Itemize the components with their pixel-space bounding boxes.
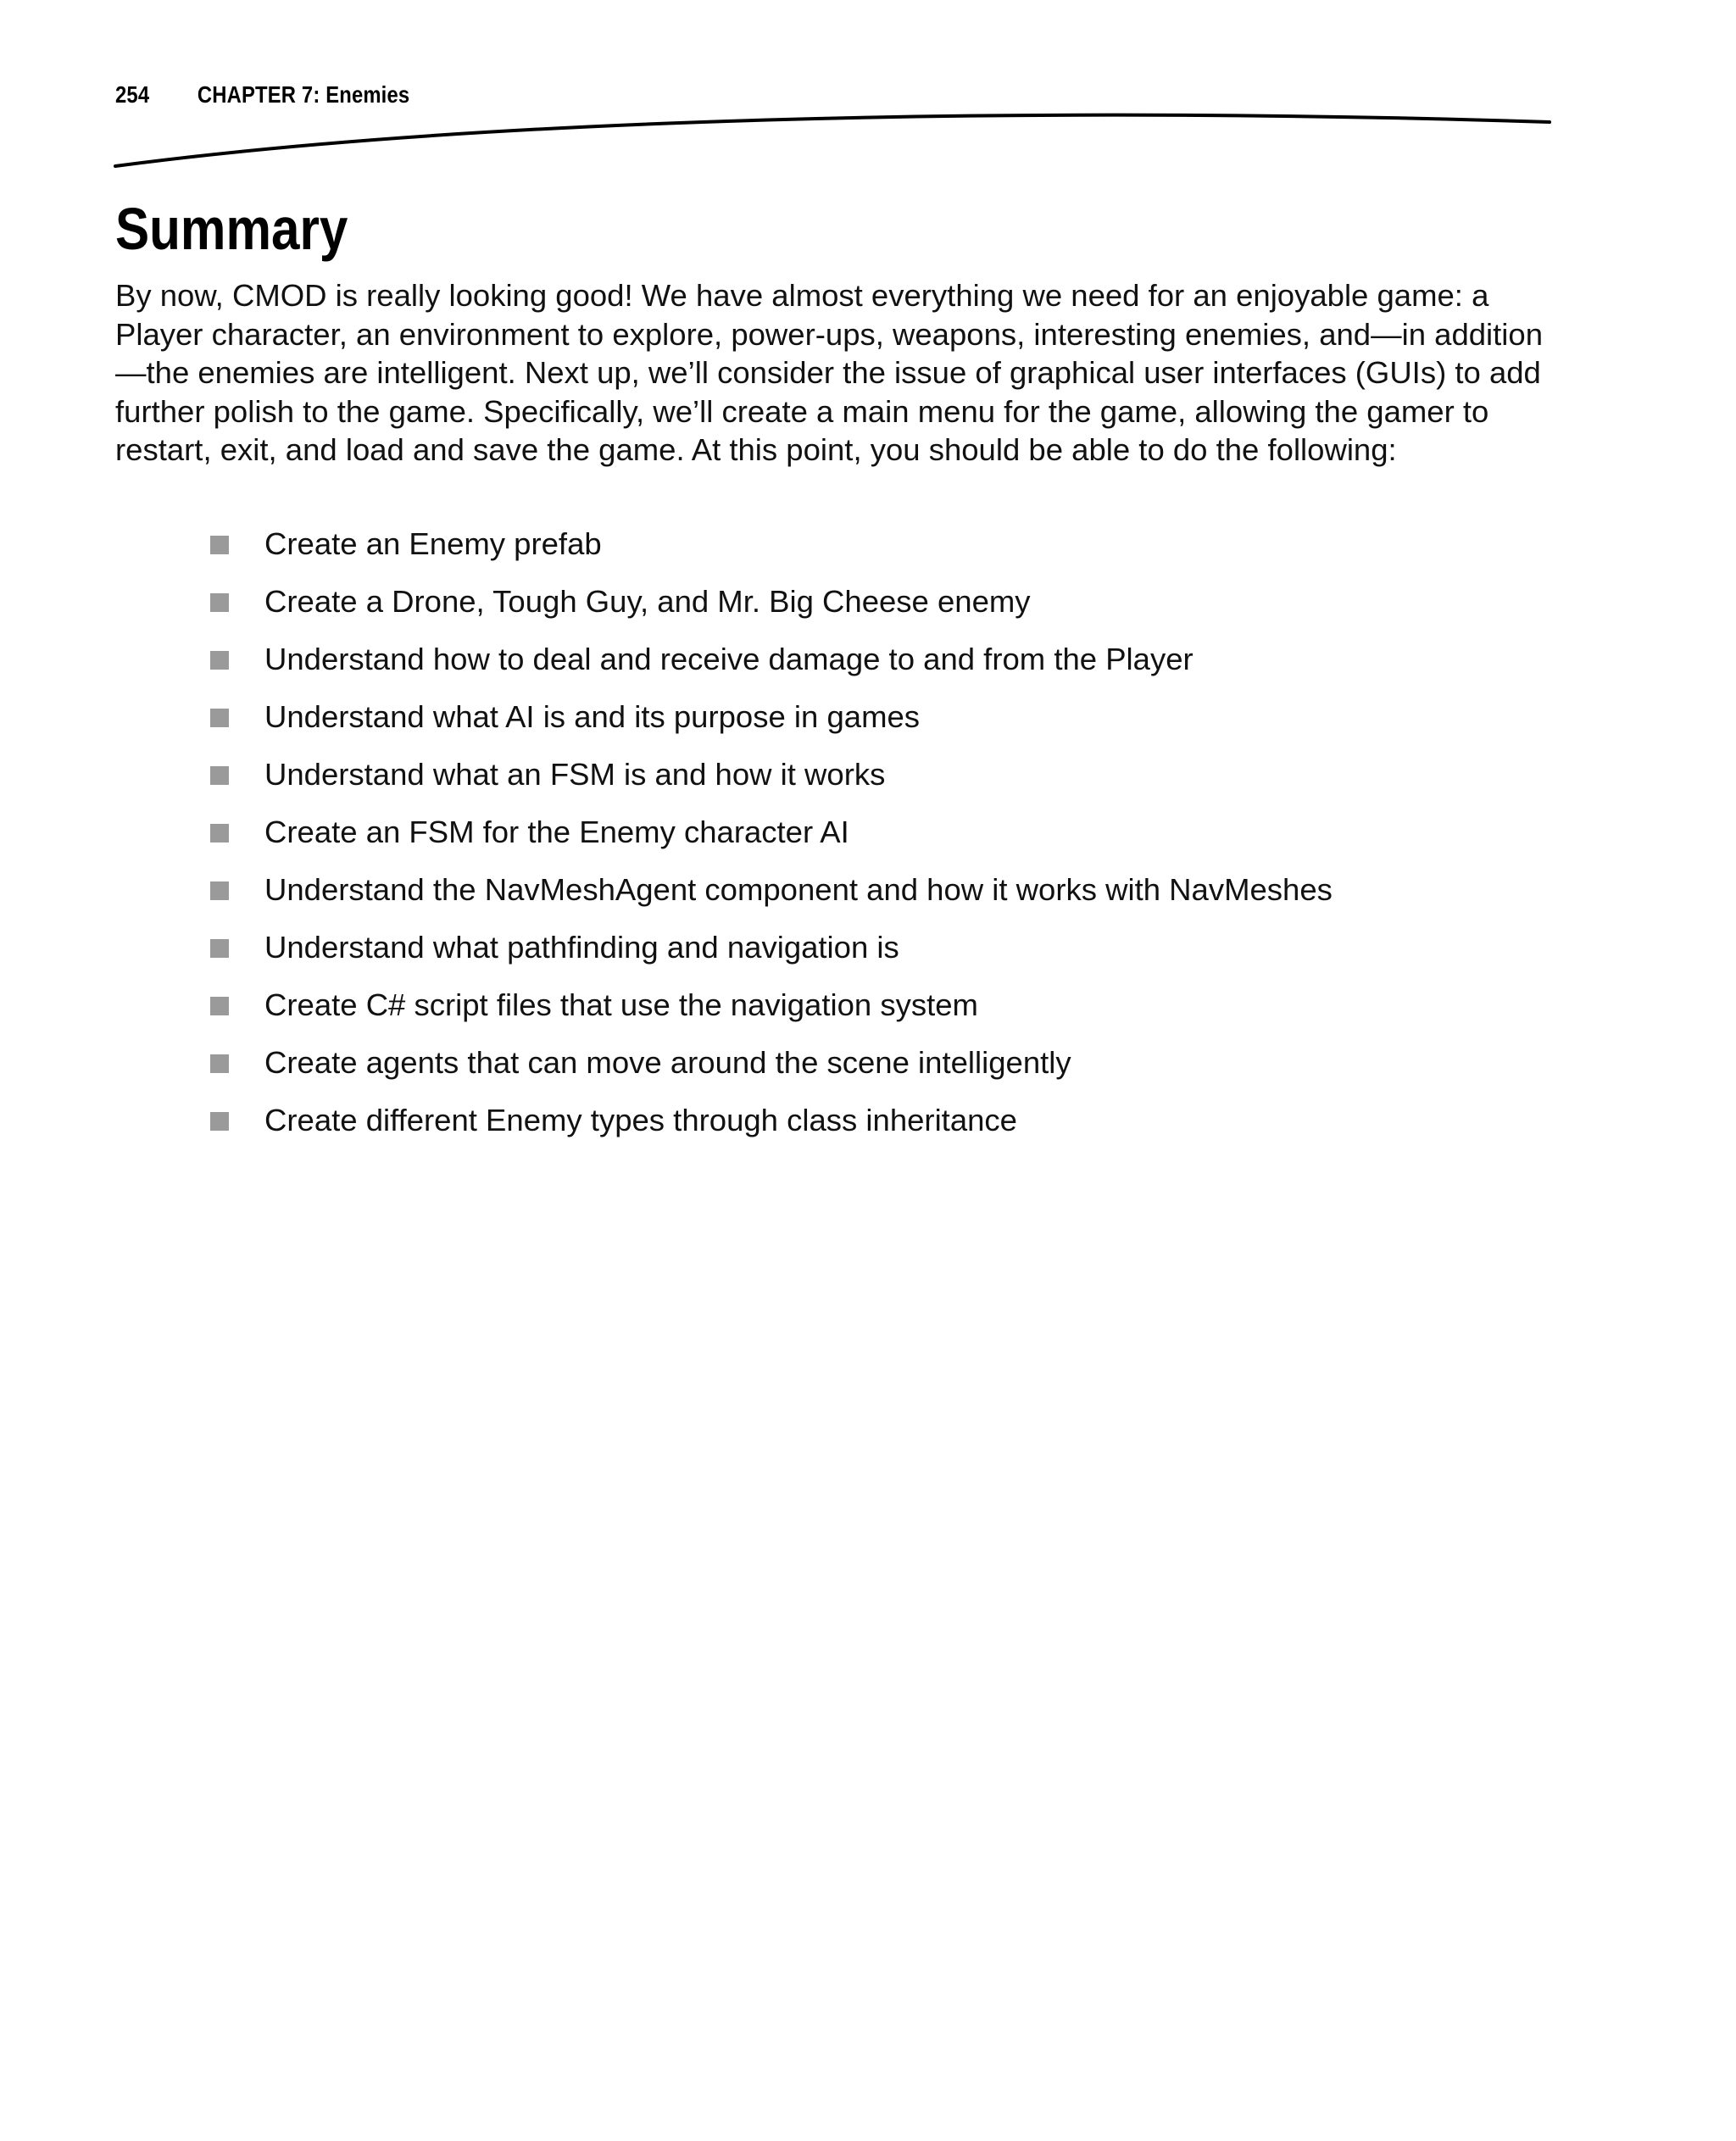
list-item-text: Create an Enemy prefab (264, 526, 602, 561)
square-bullet-icon (210, 939, 229, 958)
square-bullet-icon (210, 881, 229, 900)
list-item (115, 520, 1556, 578)
square-bullet-icon (210, 536, 229, 554)
list-item (115, 1039, 1556, 1097)
list-item (115, 578, 1556, 636)
list-item (115, 1097, 1556, 1154)
summary-list (115, 520, 1556, 1154)
list-item-text: Create C# script files that use the navigation system (264, 987, 978, 1022)
list-item-text: Create agents that can move around the scene intelligently (264, 1045, 1071, 1080)
list-item (115, 866, 1556, 924)
header-curve-rule (0, 0, 1736, 220)
header-curve-line (115, 115, 1550, 166)
list-item-text: Understand the NavMeshAgent component and how it works with NavMeshes (264, 872, 1333, 907)
list-item-text: Understand what pathfinding and navigation is (264, 930, 899, 965)
list-item-text: Create an FSM for the Enemy character AI (264, 815, 849, 849)
intro-paragraph: By now, CMOD is really looking good! We have almost everything we need for an enjoyable game: a Player character, an environment to explore, power-ups, weapons, interesting enemies, and—in addition—the enemies are intelligent. Next up, we’ll consider the issue of graphical user interfaces (GUIs) to add further polish to the game. Specifically, we’ll create a main menu for the game, allowing the gamer to restart, exit, and load and save the game. At this point, you should be able to do the following: (115, 278, 1544, 467)
page-number: 254 (115, 81, 150, 108)
square-bullet-icon (210, 709, 229, 727)
square-bullet-icon (210, 997, 229, 1015)
list-item-text: Create different Enemy types through class inheritance (264, 1103, 1017, 1137)
running-header (115, 81, 409, 108)
list-item-text: Understand what AI is and its purpose in games (264, 699, 921, 734)
square-bullet-icon (210, 766, 229, 785)
list-item (115, 751, 1556, 809)
list-item (115, 809, 1556, 866)
list-item (115, 982, 1556, 1039)
square-bullet-icon (210, 824, 229, 842)
list-item (115, 636, 1556, 693)
list-item (115, 693, 1556, 751)
chapter-title: CHAPTER 7: Enemies (197, 81, 410, 108)
list-item-text: Understand what an FSM is and how it works (264, 757, 886, 792)
square-bullet-icon (210, 593, 229, 612)
list-item (115, 924, 1556, 982)
list-item-text: Understand how to deal and receive damage to and from the Player (264, 642, 1194, 676)
square-bullet-icon (210, 651, 229, 670)
list-item-text: Create a Drone, Tough Guy, and Mr. Big Cheese enemy (264, 584, 1031, 619)
square-bullet-icon (210, 1054, 229, 1073)
section-title: Summary (115, 196, 348, 262)
square-bullet-icon (210, 1112, 229, 1131)
